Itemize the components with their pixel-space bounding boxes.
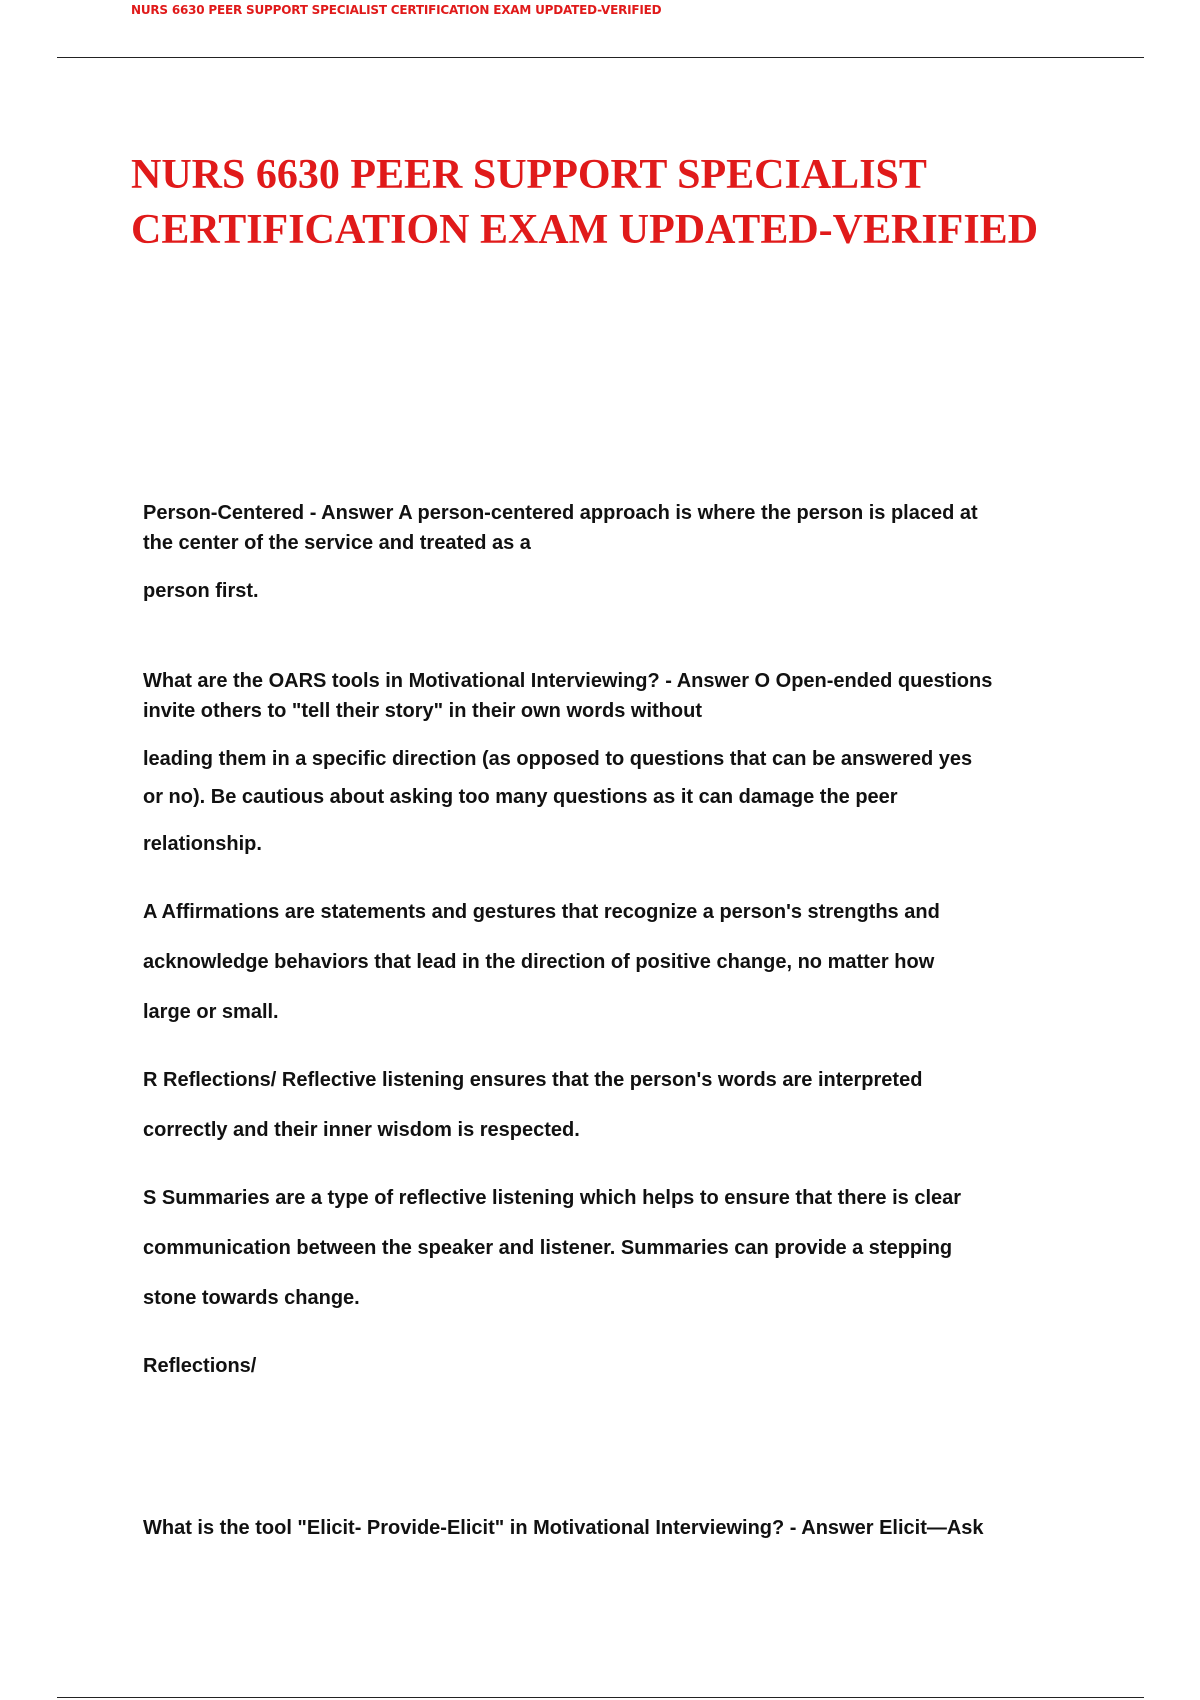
spacer (143, 869, 1103, 887)
text-line: person first. (143, 580, 259, 602)
text-line: correctly and their inner wisdom is respected. (143, 1119, 580, 1141)
qa-person-centered (143, 498, 1103, 606)
text-line: R Reflections/ Reflective listening ensures that the person's words are interpreted (143, 1069, 923, 1091)
spacer (143, 1037, 1103, 1055)
text-line: A Affirmations are statements and gestures that recognize a person's strengths and (143, 901, 940, 923)
text-line: or no). Be cautious about asking too many questions as it can damage the peer (143, 786, 898, 808)
text-line: stone towards change. (143, 1287, 360, 1309)
spacer (143, 1391, 1103, 1503)
text-line: large or small. (143, 1001, 279, 1023)
header-rule (57, 57, 1144, 58)
text-line: the center of the service and treated as a (143, 532, 531, 554)
text-line: communication between the speaker and listener. Summaries can provide a stepping (143, 1237, 953, 1259)
spacer (143, 606, 1103, 666)
text-line: What is the tool "Elicit- Provide-Elicit" in Motivational Interviewing? - Answer Elicit—Ask (143, 1517, 984, 1539)
text-line: relationship. (143, 833, 262, 855)
title-line-2: CERTIFICATION EXAM UPDATED-VERIFIED (131, 207, 1039, 253)
text-line: Person-Centered - Answer A person-centered approach is where the person is placed at (143, 502, 978, 524)
qa-elicit-provide-elicit (143, 1503, 1103, 1553)
text-line: S Summaries are a type of reflective listening which helps to ensure that there is clear (143, 1187, 962, 1209)
footer-rule (57, 1697, 1144, 1698)
spacer (143, 1155, 1103, 1173)
text-line: What are the OARS tools in Motivational Interviewing? - Answer O Open-ended questions (143, 670, 993, 692)
text-line: invite others to "tell their story" in their own words without (143, 700, 702, 722)
document-body (143, 498, 1103, 1553)
text-line: leading them in a specific direction (as opposed to questions that can be answered yes (143, 748, 973, 770)
document-title (131, 148, 1131, 258)
running-header: NURS 6630 PEER SUPPORT SPECIALIST CERTIFICATION EXAM UPDATED-VERIFIED (131, 3, 662, 17)
spacer (143, 1323, 1103, 1341)
title-line-1: NURS 6630 PEER SUPPORT SPECIALIST (131, 152, 927, 198)
text-line: Reflections/ (143, 1355, 257, 1377)
text-line: acknowledge behaviors that lead in the direction of positive change, no matter how (143, 951, 935, 973)
qa-oars-tools (143, 666, 1103, 1391)
